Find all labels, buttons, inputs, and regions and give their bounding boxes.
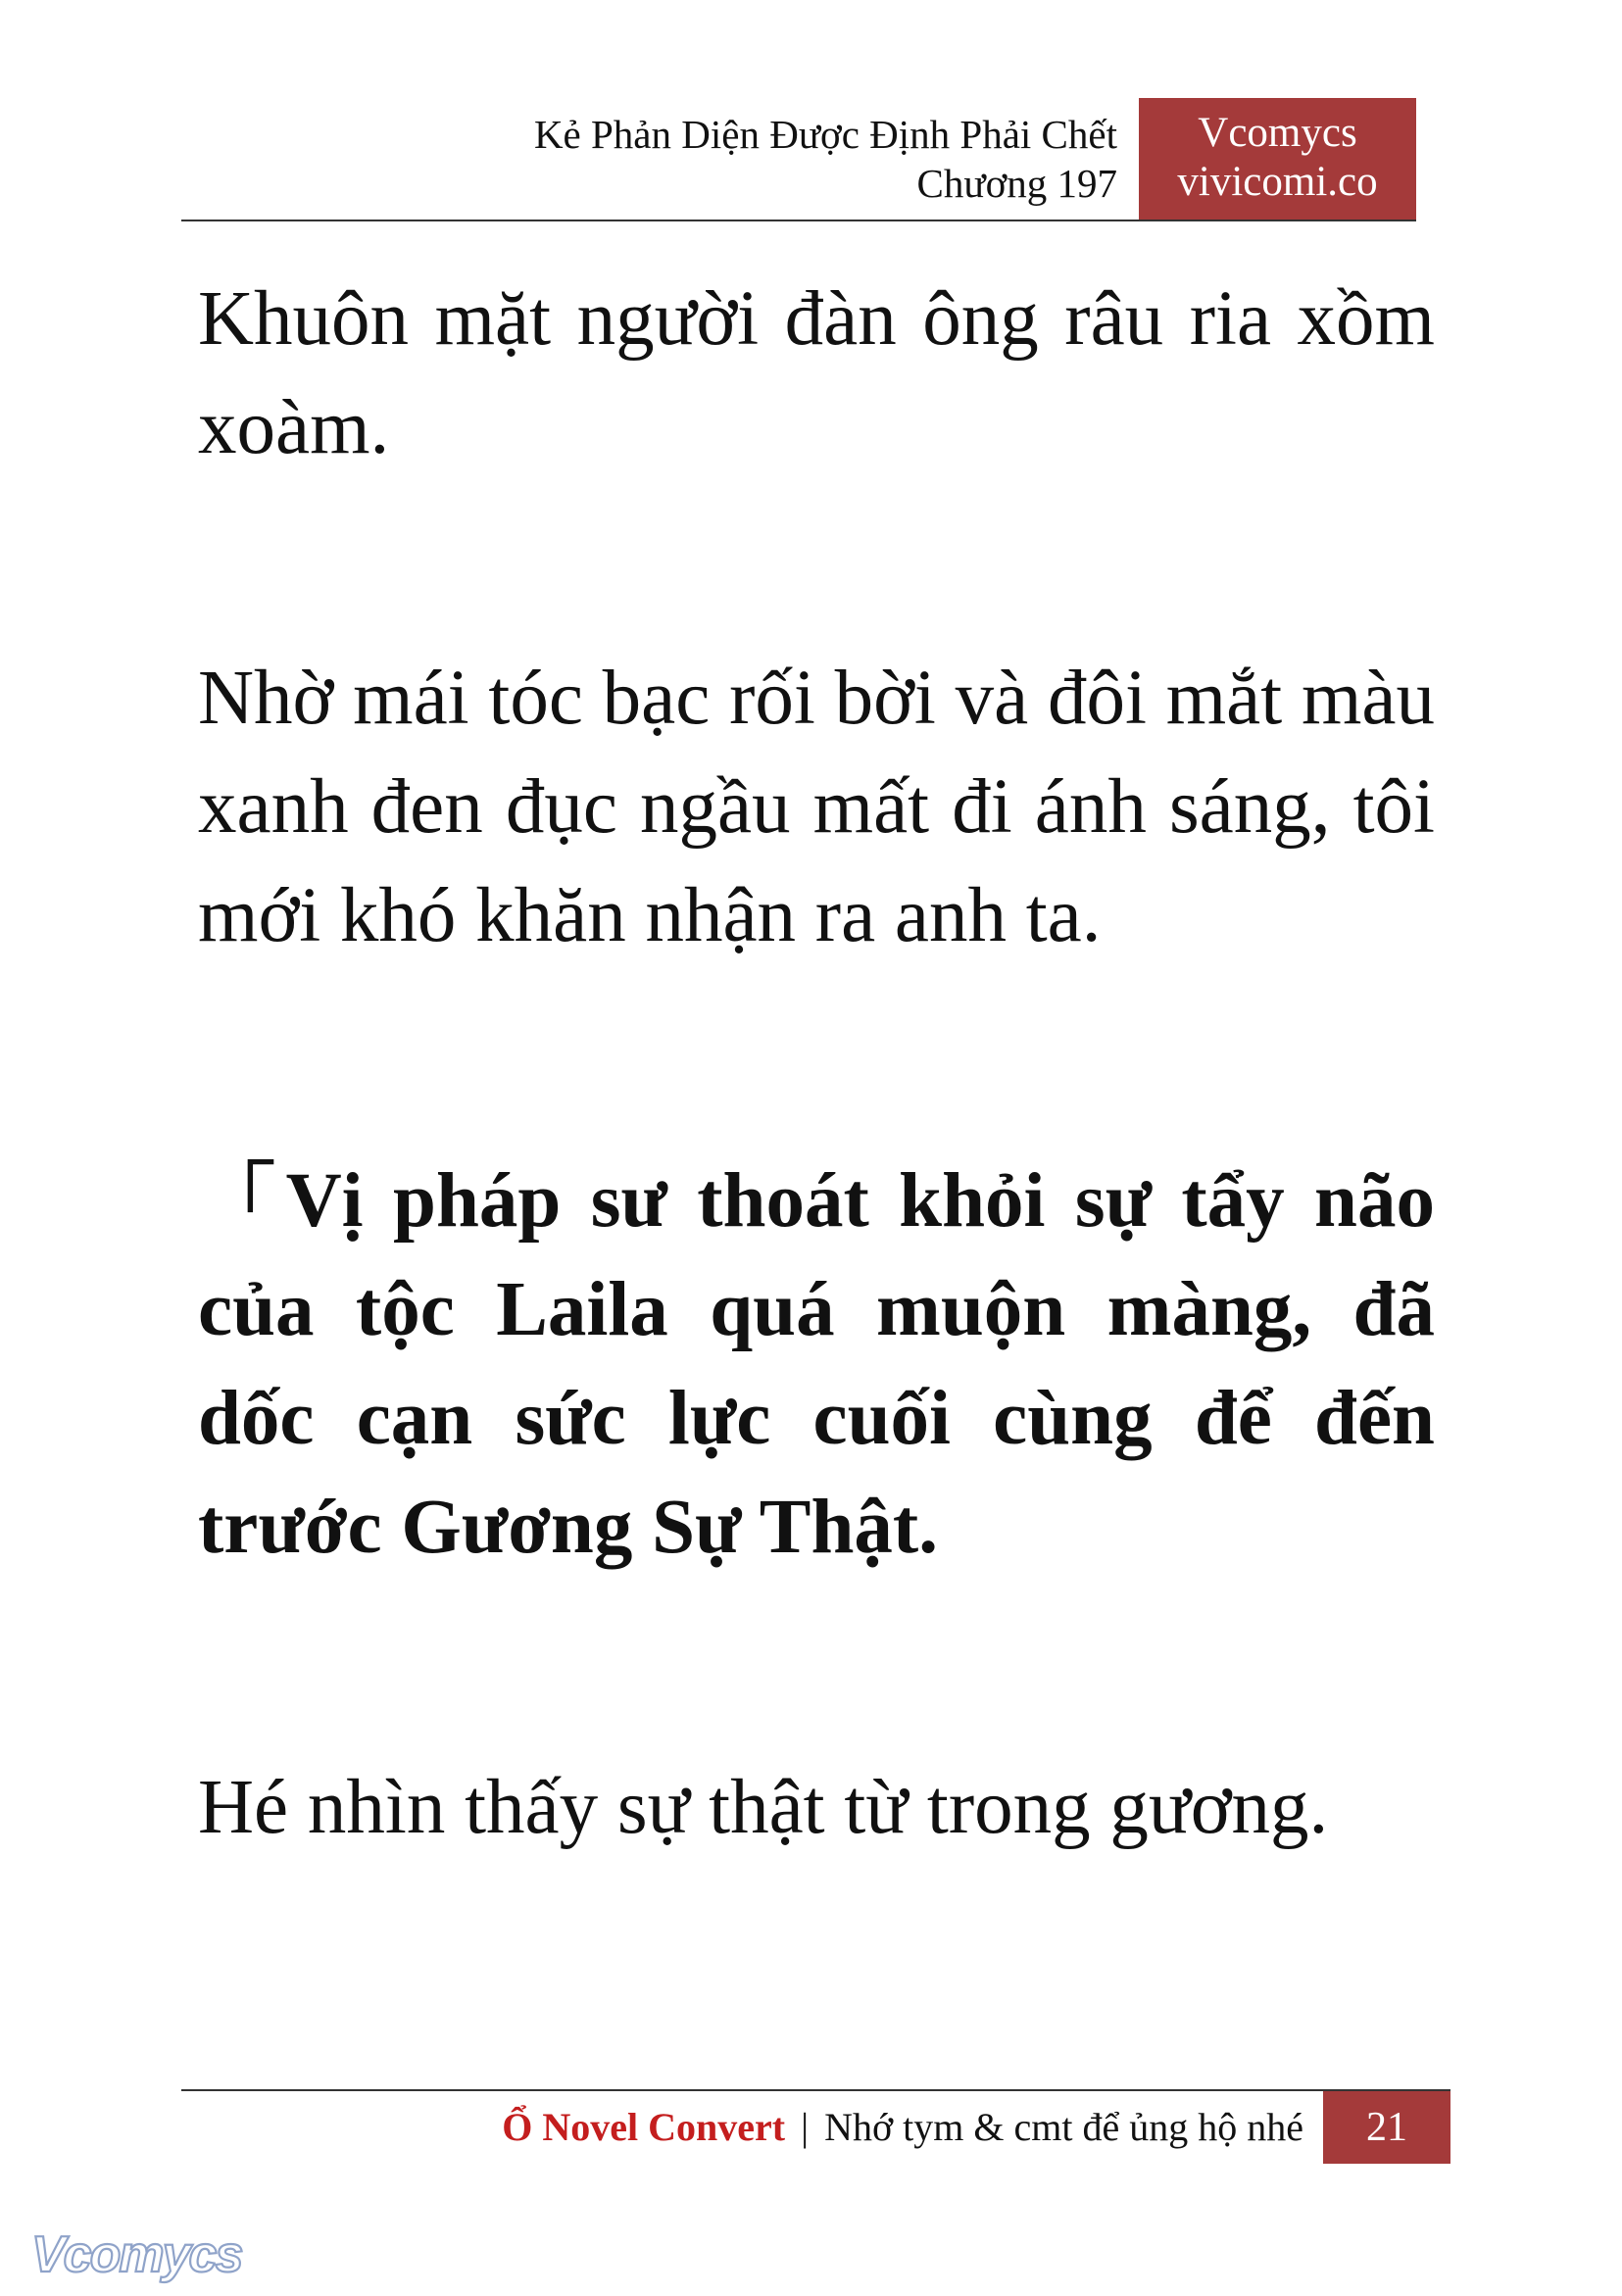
page-header (181, 98, 1416, 221)
book-title: Kẻ Phản Diện Được Định Phải Chết (533, 112, 1117, 157)
badge-name: Vcomycs (1198, 110, 1357, 156)
vcomycs-watermark-logo (27, 2223, 253, 2291)
header-titles (534, 110, 1117, 208)
watermark-logo-icon (27, 2223, 253, 2291)
paragraph-1: Khuôn mặt người đàn ông râu ria xồm xoàm. (198, 276, 1435, 470)
badge-url: vivicomi.co (1177, 159, 1378, 205)
paragraph-2: Nhờ mái tóc bạc rối bời và đôi mắt màu xanh đen đục ngầu mất đi ánh sáng, tôi mới khó khăn nhận ra anh ta. (198, 656, 1435, 958)
footer-note: Nhớ tym & cmt để ủng hộ nhé (824, 2105, 1303, 2149)
chapter-label: Chương 197 (916, 161, 1117, 206)
chapter-body (198, 265, 1435, 1862)
footer-brand: Ổ Novel Convert (502, 2105, 786, 2149)
svg-text:Vcomycs: Vcomycs (31, 2226, 242, 2283)
footer-text (502, 2101, 1303, 2154)
footer-separator: | (801, 2105, 810, 2149)
paragraph-4: Hé nhìn thấy sự thật từ trong gương. (198, 1765, 1329, 1850)
site-badge (1139, 98, 1416, 220)
page-number: 21 (1323, 2091, 1450, 2164)
paragraph-3-quote: 「Vị pháp sư thoát khỏi sự tẩy não của tộc Laila quá muộn màng, đã dốc cạn sức lực cuối cùng để đến trước Gương Sự Thật. (198, 1158, 1435, 1570)
page-footer (181, 2089, 1450, 2164)
